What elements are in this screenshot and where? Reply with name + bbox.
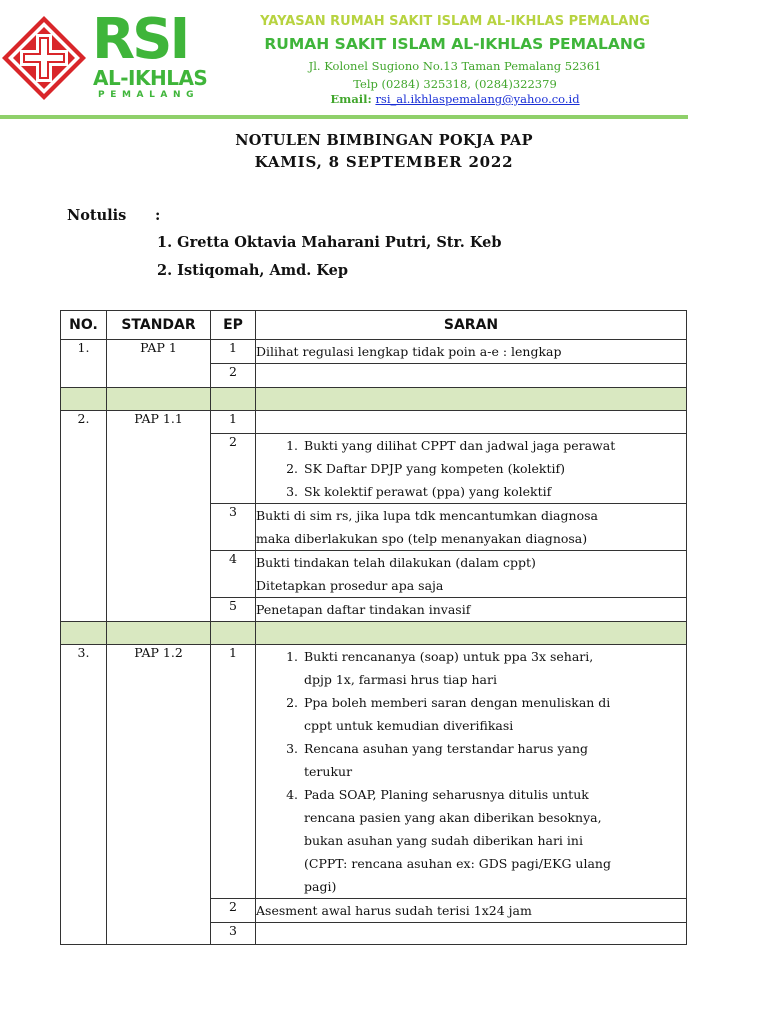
ep-cell: 1 — [211, 411, 256, 434]
logo-subtext: AL-IKHLAS — [93, 66, 208, 90]
header-standar: STANDAR — [107, 311, 211, 340]
ep-cell: 4 — [211, 551, 256, 598]
ep-cell: 2 — [211, 434, 256, 504]
list-item — [302, 691, 686, 737]
minutes-table — [60, 310, 687, 945]
saran-cell: Asesment awal harus sudah terisi 1x24 jam — [256, 899, 687, 923]
table-row — [61, 340, 687, 364]
hospital-cross-logo — [2, 16, 86, 100]
table-row — [61, 411, 687, 434]
hospital-name: RUMAH SAKIT ISLAM AL-IKHLAS PEMALANG — [264, 35, 646, 53]
row-number — [61, 645, 107, 945]
hospital-email-line — [210, 92, 700, 106]
row-number — [61, 340, 107, 388]
saran-cell — [256, 551, 687, 598]
saran-cell: Penetapan daftar tindakan invasif — [256, 598, 687, 622]
saran-line: rencana pasien yang akan diberikan besoknya, — [304, 810, 602, 825]
saran-line: 3. Rencana asuhan yang terstandar harus yang — [304, 741, 588, 756]
saran-line: Bukti di sim rs, jika lupa tdk mencantumkan diagnosa — [256, 508, 598, 523]
ep-cell: 1 — [211, 340, 256, 364]
separator-row — [61, 388, 687, 411]
notulis-label: Notulis — [67, 207, 127, 224]
saran-line: pagi) — [304, 879, 337, 894]
standard-cell — [107, 411, 211, 622]
saran-cell — [256, 645, 687, 899]
separator-cell — [107, 622, 211, 645]
logo-tagline: PEMALANG — [98, 90, 200, 100]
header-saran: SARAN — [256, 311, 687, 340]
list-item: 2. SK Daftar DPJP yang kompeten (kolektif) — [302, 457, 686, 480]
letterhead-divider — [0, 115, 688, 119]
separator-cell — [211, 388, 256, 411]
list-item — [302, 783, 686, 898]
saran-cell — [256, 434, 687, 504]
saran-line: bukan asuhan yang sudah diberikan hari ini — [304, 833, 583, 848]
email-label: Email: — [330, 92, 372, 106]
saran-line: 1. Bukti rencananya (soap) untuk ppa 3x sehari, — [304, 649, 594, 664]
separator-cell — [211, 622, 256, 645]
separator-cell — [107, 388, 211, 411]
document-date: KAMIS, 8 SEPTEMBER 2022 — [254, 153, 514, 171]
hospital-address: Jl. Kolonel Sugiono No.13 Taman Pemalang 52361 — [308, 59, 602, 73]
ep-cell: 3 — [211, 504, 256, 551]
notulis-colon: : — [155, 207, 161, 224]
ep-cell: 2 — [211, 899, 256, 923]
saran-cell — [256, 411, 687, 434]
row-number — [61, 411, 107, 622]
saran-line: 4. Pada SOAP, Planing seharusnya ditulis untuk — [304, 787, 589, 802]
saran-line: Ditetapkan prosedur apa saja — [256, 578, 444, 593]
saran-cell — [256, 364, 687, 388]
list-item: 3. Sk kolektif perawat (ppa) yang kolektif — [302, 480, 686, 503]
separator-cell — [61, 622, 107, 645]
list-item — [302, 737, 686, 783]
saran-line: dpjp 1x, farmasi hrus tiap hari — [304, 672, 497, 687]
saran-line: Bukti tindakan telah dilakukan (dalam cppt) — [256, 555, 536, 570]
ep-cell: 2 — [211, 364, 256, 388]
notulis-member: 2. Istiqomah, Amd. Kep — [157, 262, 348, 279]
ep-cell: 3 — [211, 923, 256, 945]
table-header-row — [61, 311, 687, 340]
standard-cell — [107, 340, 211, 388]
logo-wordmark: RSI — [92, 7, 188, 72]
standard-text: PAP 1.1 — [134, 411, 183, 426]
separator-cell — [61, 388, 107, 411]
ep-cell: 5 — [211, 598, 256, 622]
saran-line: cppt untuk kemudian diverifikasi — [304, 718, 514, 733]
row-number-text: 3. — [77, 645, 90, 660]
hospital-phone: Telp (0284) 325318, (0284)322379 — [353, 77, 557, 91]
saran-line: 2. Ppa boleh memberi saran dengan menuliskan di — [304, 695, 611, 710]
notulis-member: 1. Gretta Oktavia Maharani Putri, Str. Keb — [157, 234, 502, 251]
list-item — [302, 645, 686, 691]
standard-text: PAP 1 — [140, 340, 177, 355]
row-number-text: 2. — [77, 411, 90, 426]
saran-cell: Dilihat regulasi lengkap tidak poin a-e : lengkap — [256, 340, 687, 364]
separator-cell — [256, 622, 687, 645]
email-link[interactable]: rsi_al.ikhlaspemalang@yahoo.co.id — [375, 92, 580, 106]
ep-cell: 1 — [211, 645, 256, 899]
table-row — [61, 645, 687, 899]
separator-row — [61, 622, 687, 645]
foundation-name: YAYASAN RUMAH SAKIT ISLAM AL-IKHLAS PEMALANG — [260, 14, 650, 29]
saran-cell — [256, 504, 687, 551]
document-title: NOTULEN BIMBINGAN POKJA PAP — [235, 132, 533, 149]
standard-cell — [107, 645, 211, 945]
standard-text: PAP 1.2 — [134, 645, 183, 660]
saran-line: (CPPT: rencana asuhan ex: GDS pagi/EKG ulang — [304, 856, 611, 871]
saran-list — [256, 434, 686, 503]
saran-line: terukur — [304, 764, 353, 779]
list-item: 1. Bukti yang dilihat CPPT dan jadwal jaga perawat — [302, 434, 686, 457]
header-ep: EP — [211, 311, 256, 340]
row-number-text: 1. — [77, 340, 90, 355]
header-no: NO. — [61, 311, 107, 340]
saran-line: maka diberlakukan spo (telp menanyakan diagnosa) — [256, 531, 588, 546]
saran-cell — [256, 923, 687, 945]
separator-cell — [256, 388, 687, 411]
saran-list — [256, 645, 686, 898]
